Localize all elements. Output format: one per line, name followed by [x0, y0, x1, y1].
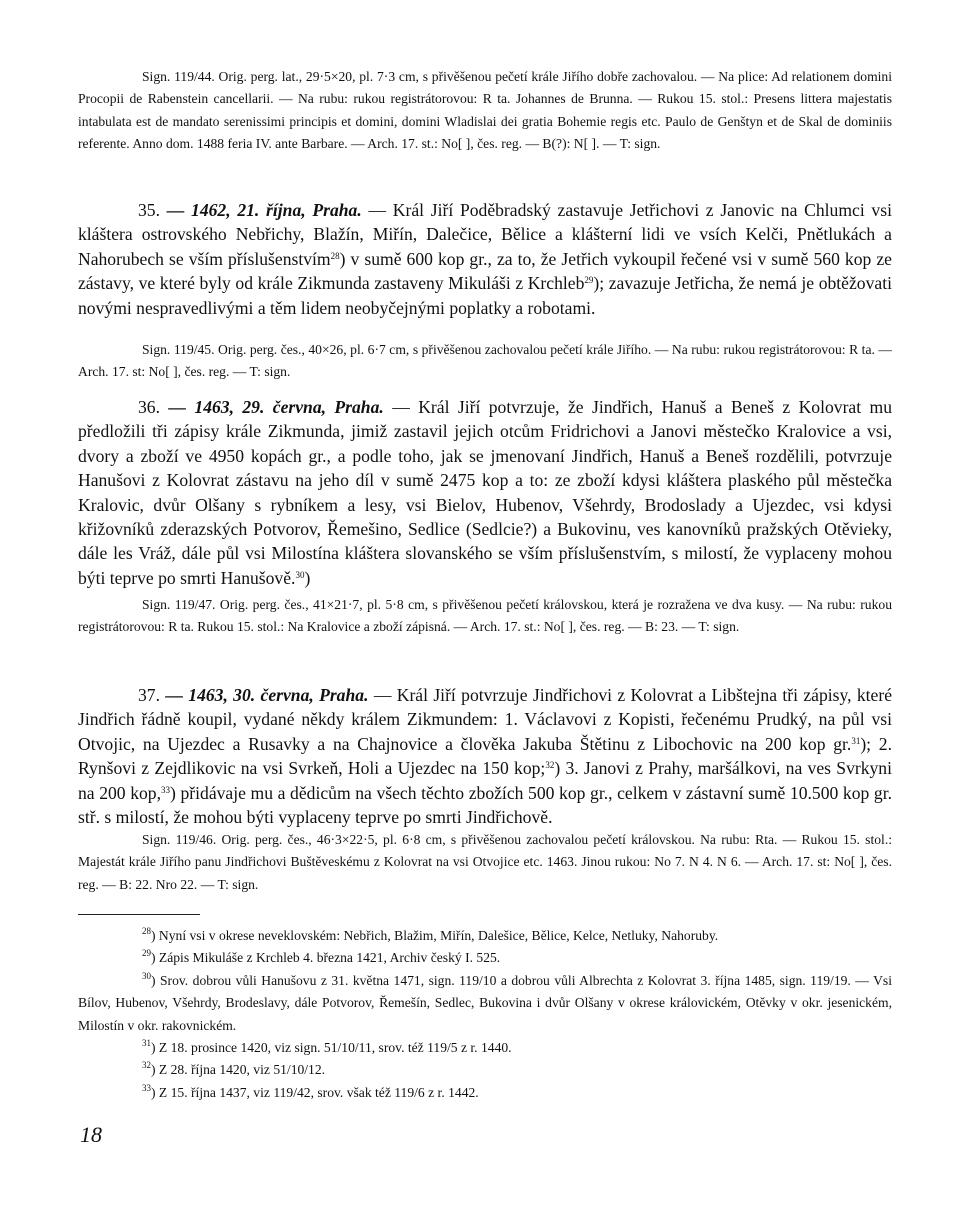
footnote-ref: 32: [545, 760, 555, 771]
footnote-ref: 28: [330, 250, 340, 261]
footnote-text: ) Z 15. října 1437, viz 119/42, srov. však též 119/6 z r. 1442.: [151, 1084, 479, 1100]
entry-text: — Král Jiří potvrzuje, že Jindřich, Hanuš a Beneš z Kolovrat mu předložili tři zápisy krále Zikmunda, jimiž zastavil jejich otcům Fridrichovi a Janovi městečko Kralovice a vsi, dvory a zboží ve 4950 kopách gr., a podle toho, jak se jmenovaní Jindřich, Hanuš a Beneš rozdělili, potvrzuje Hanušovi z Kolovrat zástavu na jeho díl v sumě 2475 kop a to: ze zboží kdysi kláštera plaského půl městečka Kralovic, dvůr Olšany s rybníkem a lesy, vsi Bielov, Hubenov, Všehrdy, Brodoslady a Ujezdec, vsi kdysi křižovníků zderazských Potvorov, Řemešino, Sedlice (Sedlcie?) a Bukovinu, ves kanovníků pražských Otěvieky, dále les Vráž, dále půl vsi Milostína kláštera slovanského se vším příslušenstvím, s milostí, že vyplaceny mohou býti teprve po smrti Hanušově.: [78, 397, 893, 588]
intro-archival-note: Sign. 119/44. Orig. perg. lat., 29·5×20, pl. 7·3 cm, s přivěšenou pečetí krále Jiřího dobře zachovalou. — Na plice: Ad relationem domini Procopii de Rabenstein cancellarii. — Na rubu: rukou registrátorovou: R ta. Johannes de Brunna. — Rukou 15. stol.: Presens littera majestatis intabulata est de mandato serenissimi principis et domini, domini Wladislai dei gratia Bohemie regis etc. Paulo de Genštyn et de Skal de dominiis referente. Anno dom. 1488 feria IV. ante Barbare. — Arch. 17. st.: No[ ], čes. reg. — B(?): N[ ]. — T: sign.: [78, 69, 892, 152]
entry-36: [78, 395, 892, 590]
entry-35-archival-note: Sign. 119/45. Orig. perg. čes., 40×26, pl. 6·7 cm, s přivěšenou zachovalou pečetí krále Jiřího. — Na rubu: rukou registrátorovou: R ta. — Arch. 17. st: No[ ], čes. reg. — T: sign.: [78, 342, 892, 380]
footnote-text: ) Z 18. prosince 1420, viz sign. 51/10/11, srov. též 119/5 z r. 1440.: [151, 1040, 512, 1056]
entry-date-place: — 1462, 21. října, Praha.: [166, 200, 362, 220]
footnote-text: ) Nyní vsi v okrese neveklovském: Nebřich, Blažim, Miřín, Dalešice, Bělice, Kelce, Netluky, Nahoruby.: [151, 928, 719, 943]
footnote-text: ) Srov. dobrou vůli Hanušovu z 31. května 1471, sign. 119/10 a dobrou vůli Albrechta z Kolovrat 3. října 1485, sign. 119/19. — Vsi Bílov, Hubenov, Všehrdy, Brodeslavy, dále Potvorov, Řemešín, Sedlec, Bukovina i dvůr Olšany v okrese královickém, Otěvky v okr. jesenickém, Milostín v okr. rakovnickém.: [78, 972, 892, 1033]
entry-date-place: — 1463, 29. června, Praha.: [168, 397, 384, 417]
footnote-mark: 28: [142, 926, 151, 936]
footnote-mark: 31: [142, 1038, 151, 1049]
footnote-text: ) Zápis Mikuláše z Krchleb 4. března 1421, Archiv český I. 525.: [151, 950, 501, 966]
footnote-28: [78, 925, 892, 947]
entry-text: ) přidávaje mu a dědicům na všech těchto zbožích 500 kop gr., celkem v zástavní sumě 10.500 kop gr. stř. s milostí, že mohou býti vyplaceny teprve po smrti Jindřichově.: [78, 782, 892, 828]
page-number: 18: [80, 1122, 102, 1147]
entry-text: ) 3. Janovi z Prahy, maršálkovi, na ves Svrkyni na 200 kop,: [78, 758, 892, 803]
entry-text: — Král Jiří Poděbradský zastavuje Jetřichovi z Janovic na Chlumci vsi kláštera ostrovského Nebřichy, Blažín, Miřín, Dalečice, Bělice a klášterní lidi ve vsích Kelči, Pnětlukách a Nahorubech se vším příslušenstvím: [78, 200, 892, 269]
footnote-33: [78, 1082, 892, 1104]
entry-36-archival-note: Sign. 119/47. Orig. perg. čes., 41×21·7, pl. 5·8 cm, s přivěšenou pečetí královskou, která je rozražena ve dva kusy. — Na rubu: rukou registrátorovou: R ta. Rukou 15. stol.: Na Kralovice a zboží zápisná. — Arch. 17. st.: No[ ], čes. reg. — B: 23. — T: sign.: [78, 597, 892, 635]
footnote-31: [78, 1037, 892, 1059]
entry-date-place: — 1463, 30. června, Praha.: [165, 685, 369, 705]
entry-text: — Král Jiří potvrzuje Jindřichovi z Kolovrat a Libštejna tři zápisy, které Jindřich řádně koupil, vydané někdy králem Zikmundem: 1. Václavovi z Kopisti, řečenému Prudký, na půl vsi Otvojic, na Ujezdec a Rusavky a na Chajnovice a člověka Jakuba Štětinu z Libochovic na 200 kop gr.: [78, 685, 893, 754]
entry-text: ); 2. Rynšovi z Zejdlikovic na vsi Svrkeň, Holi a Ujezdec na 150 kop;: [78, 733, 892, 779]
footnote-ref: 33: [161, 784, 171, 795]
footnote-32: [78, 1059, 892, 1081]
footnote-text: ) Z 28. října 1420, viz 51/10/12.: [151, 1062, 326, 1078]
entry-number: 36.: [138, 397, 160, 417]
footnote-separator: [78, 914, 200, 915]
entry-number: 35.: [138, 200, 160, 220]
entry-number: 37.: [138, 685, 160, 705]
entry-text: ) v sumě 600 kop gr., za to, že Jetřich vykoupil řečené vsi v sumě 560 kop ze zástavy, ve které byly od krále Zikmunda zastaveny Mikuláši z Krchleb: [78, 248, 892, 294]
footnote-mark: 30: [142, 970, 151, 981]
entry-37-archival-note: Sign. 119/46. Orig. perg. čes., 46·3×22·5, pl. 6·8 cm, s přivěšenou zachovalou pečetí královskou. Na rubu: Rta. — Rukou 15. stol.: Majestát krále Jiřího panu Jindřichovi Buštěveskému z Kolovrat na vsi Otvojice etc. 1463. Jinou rukou: No 7. N 4. N 6. — Arch. 17. st: No[ ], čes. reg. — B: 22. Nro 22. — T: sign.: [78, 832, 892, 892]
footnote-ref: 30: [295, 569, 305, 580]
footnote-29: [78, 947, 892, 969]
footnote-ref: 29: [584, 275, 594, 286]
footnotes: [78, 925, 892, 1104]
footnote-mark: 33: [142, 1082, 151, 1093]
footnote-mark: 32: [142, 1060, 151, 1071]
entry-37: [78, 683, 892, 829]
entry-text: ); zavazuje Jetřicha, že nemá je obtěžovati novými nespravedlivými a těm lidem neobyčejnými poplatky a robotami.: [78, 273, 892, 318]
entry-35: [78, 198, 892, 320]
entry-text: ): [304, 567, 311, 588]
footnote-ref: 31: [851, 735, 861, 746]
footnote-30: [78, 970, 892, 1037]
footnote-mark: 29: [142, 948, 151, 959]
